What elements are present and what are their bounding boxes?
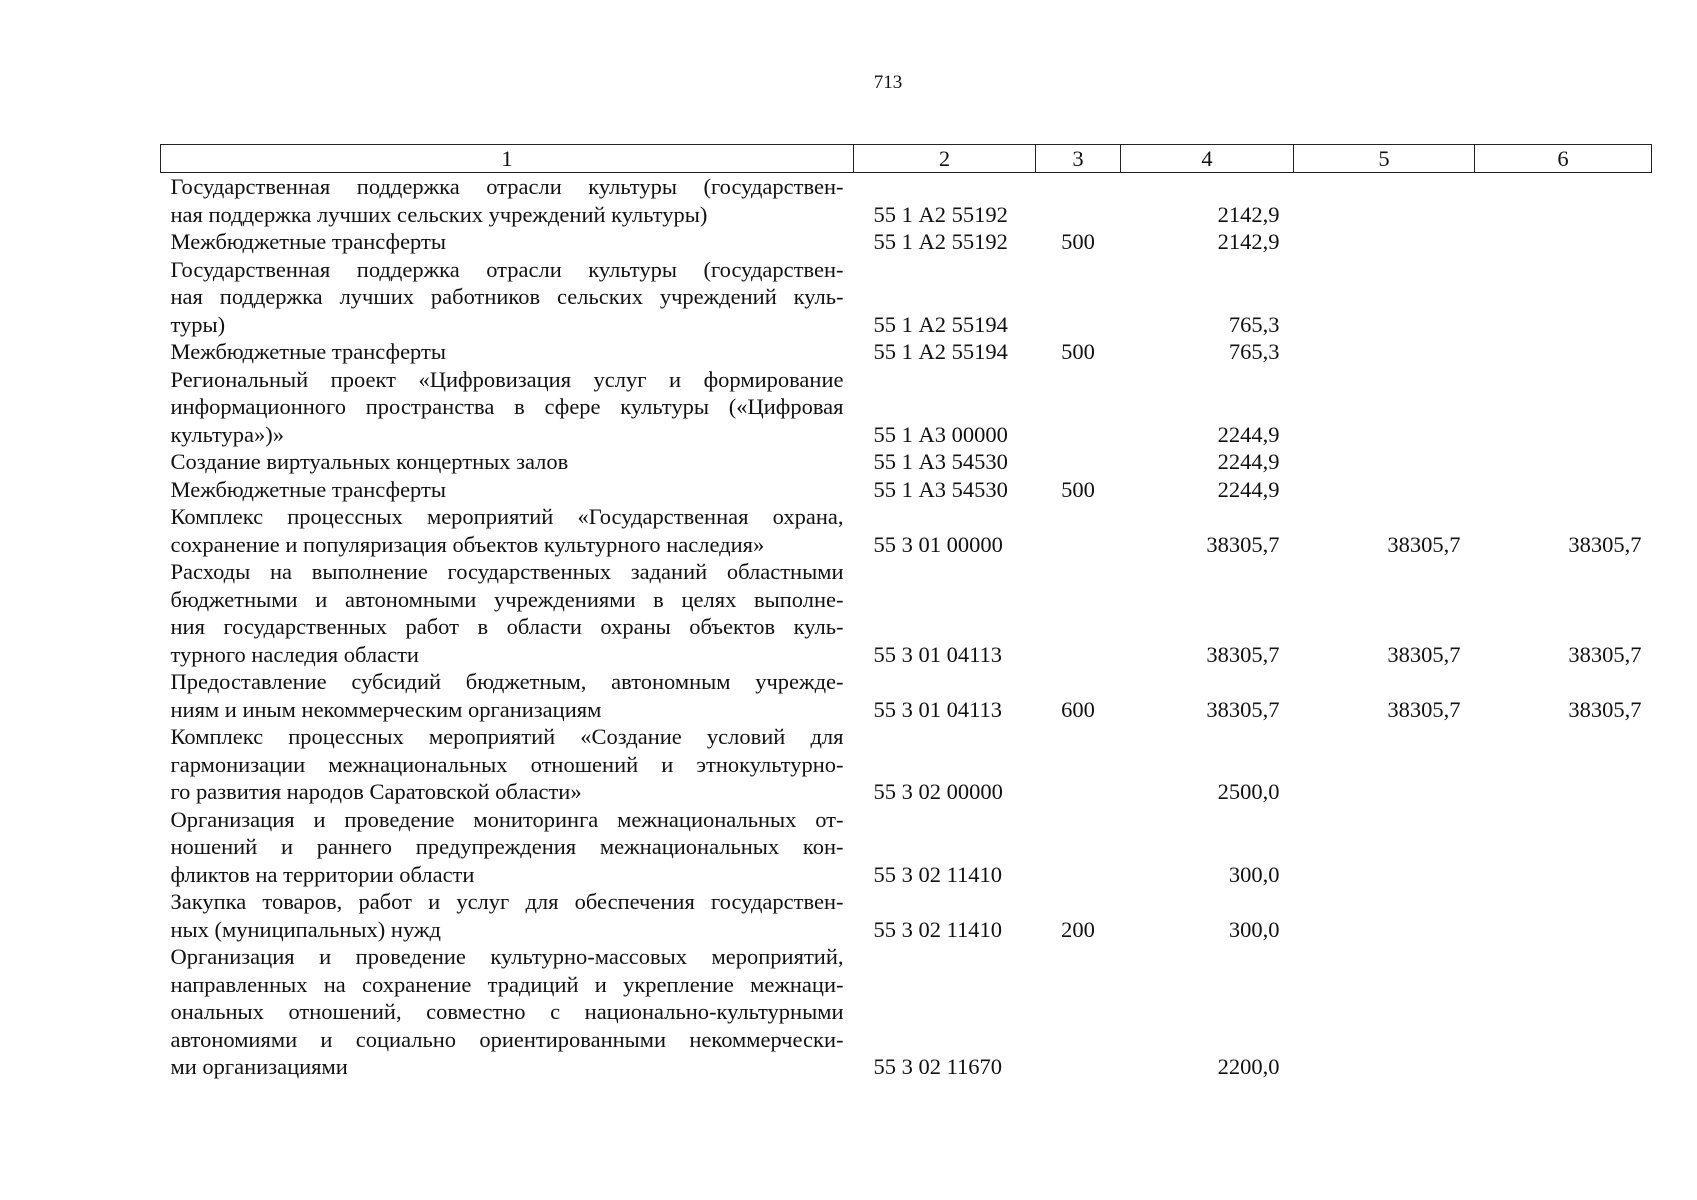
row-name-line: Межбюджетные трансферты [170,229,446,254]
row-name-line: Комплекс процессных мероприятий «Государственная охрана, [170,504,844,529]
row-value-col6 [1475,888,1652,943]
row-name-line: Организация и проведение культурно-массовых мероприятий, [170,944,844,969]
row-name-line: гармонизации межнациональных отношений и этнокультурно- [170,751,844,777]
row-code: 55 3 02 00000 [873,779,1003,804]
row-code: 55 3 01 04113 [873,641,1003,667]
row-code: 55 3 01 00000 [873,531,1003,557]
table-row [161,943,1652,1081]
row-value-col4: 38305,7 [1206,531,1280,557]
table-header [161,145,1652,173]
row-name-line: направленных на сохранение традиций и укрепление межнаци- [170,971,844,997]
row-name [161,476,854,504]
table-row [161,723,1652,806]
row-name-line: Закупка товаров, работ и услуг для обеспечения государствен- [170,889,844,914]
row-expense-type [1036,366,1121,449]
row-name-line: ношений и раннего предупреждения межнациональных кон- [170,834,844,859]
row-name-line: культура»)» [170,421,285,447]
row-name [161,943,854,1081]
row-value-col6: 38305,7 [1568,641,1642,667]
row-value-col4: 2244,9 [1217,476,1280,502]
row-name-line: Государственная поддержка отрасли культуры (государствен- [170,174,844,199]
table-row [161,888,1652,943]
row-code: 55 3 02 11410 [873,916,1003,942]
table-row [161,256,1652,339]
row-name-line: Межбюджетные трансферты [170,476,446,502]
table-row [161,476,1652,504]
row-code: 55 1 А3 54530 [873,449,1008,474]
row-name-line: бюджетными и автономными учреждениями в целях выполне- [170,586,844,612]
row-name-line: ональных отношений, совместно с национально-культурными [170,999,844,1024]
header-row [161,145,1652,173]
row-code: 55 1 А2 55194 [873,339,1008,364]
table-row [161,366,1652,449]
row-value-col5: 38305,7 [1387,641,1461,667]
row-code: 55 1 А3 00000 [873,421,1008,447]
row-name [161,503,854,558]
row-value-col5: 38305,7 [1387,531,1461,557]
row-name-line: Расходы на выполнение государственных заданий областными [170,559,844,584]
row-value-col6 [1475,806,1652,889]
row-value-col4: 38305,7 [1206,696,1280,722]
row-name-line: турного наследия области [170,641,419,667]
row-value-col6 [1475,173,1652,229]
row-name [161,338,854,366]
row-expense-type [1036,448,1121,476]
row-name [161,558,854,668]
row-value-col4: 2244,9 [1217,449,1280,474]
row-name [161,723,854,806]
row-name-line: Предоставление субсидий бюджетным, автономным учрежде- [170,669,844,694]
row-value-col5 [1294,173,1475,229]
row-value-col6: 38305,7 [1568,531,1642,557]
row-name [161,806,854,889]
row-code: 55 1 А2 55192 [873,201,1008,227]
row-expense-type: 500 [1061,339,1095,364]
row-name-line: Межбюджетные трансферты [170,339,446,364]
row-code: 55 3 02 11410 [873,861,1003,887]
row-name-line: ная поддержка лучших работников сельских учреждений куль- [170,284,844,309]
row-value-col4: 2142,9 [1217,201,1280,227]
row-value-col4: 2500,0 [1217,779,1280,804]
row-name-line: ная поддержка лучших сельских учреждений культуры) [170,201,708,227]
row-name [161,668,854,723]
table-row [161,448,1652,476]
row-value-col5 [1294,943,1475,1081]
row-expense-type [1036,943,1121,1081]
row-name-line: Организация и проведение мониторинга межнациональных от- [170,806,844,832]
row-value-col4: 2244,9 [1217,421,1280,447]
page-number: 713 [873,72,903,93]
table-row [161,173,1652,229]
row-code: 55 3 02 11670 [873,1054,1003,1079]
row-expense-type [1036,256,1121,339]
row-value-col6 [1475,366,1652,449]
column-header-2: 2 [854,145,1036,173]
column-header-1: 1 [161,145,854,173]
table-row [161,338,1652,366]
row-name-line: Комплекс процессных мероприятий «Создание условий для [170,724,844,749]
row-name-line: ниям и иным некоммерческим организациям [170,696,602,722]
budget-table [160,144,1652,1081]
row-value-col6 [1475,723,1652,806]
row-name-line: фликтов на территории области [170,861,475,887]
row-expense-type: 500 [1061,229,1095,254]
row-name-line: туры) [170,311,226,337]
row-value-col4: 300,0 [1228,861,1280,887]
row-value-col4: 2200,0 [1217,1054,1280,1079]
row-expense-type [1036,503,1121,558]
row-value-col5 [1294,366,1475,449]
row-name [161,448,854,476]
row-value-col4: 765,3 [1228,339,1280,364]
column-header-6: 6 [1475,145,1652,173]
row-name-line: ных (муниципальных) нужд [170,916,441,942]
row-value-col5 [1294,338,1475,366]
row-code: 55 3 01 04113 [873,696,1003,722]
row-name-line: ния государственных работ в области охраны объектов куль- [170,614,844,639]
row-value-col5: 38305,7 [1387,696,1461,722]
row-expense-type: 200 [1061,916,1095,942]
row-code: 55 1 А2 55194 [873,311,1008,337]
table-row [161,668,1652,723]
row-name [161,256,854,339]
row-expense-type: 600 [1061,696,1095,722]
row-value-col5 [1294,256,1475,339]
row-name-line: ми организациями [170,1054,348,1079]
table-row [161,228,1652,256]
row-value-col6 [1475,228,1652,256]
row-value-col4: 765,3 [1228,311,1280,337]
row-value-col4: 38305,7 [1206,641,1280,667]
row-name-line: автономиями и социально ориентированными некоммерчески- [170,1026,844,1052]
row-name-line: сохранение и популяризация объектов культурного наследия» [170,531,765,557]
row-name [161,366,854,449]
row-name [161,173,854,229]
row-value-col5 [1294,228,1475,256]
row-name-line: информационного пространства в сфере культуры («Цифровая [170,394,844,419]
row-value-col6 [1475,476,1652,504]
row-code: 55 1 А3 54530 [873,476,1008,502]
row-value-col5 [1294,888,1475,943]
row-value-col6 [1475,338,1652,366]
row-name [161,228,854,256]
row-value-col6 [1475,256,1652,339]
row-expense-type [1036,558,1121,668]
table-row [161,806,1652,889]
row-expense-type [1036,723,1121,806]
row-name-line: го развития народов Саратовской области» [170,779,582,804]
row-value-col5 [1294,723,1475,806]
row-value-col6: 38305,7 [1568,696,1642,722]
row-name-line: Государственная поддержка отрасли культуры (государствен- [170,256,844,282]
row-value-col4: 300,0 [1228,916,1280,942]
row-code: 55 1 А2 55192 [873,229,1008,254]
row-value-col5 [1294,476,1475,504]
row-name [161,888,854,943]
row-expense-type: 500 [1061,476,1095,502]
table-row [161,503,1652,558]
row-value-col5 [1294,806,1475,889]
row-value-col4: 2142,9 [1217,229,1280,254]
table-body [161,173,1652,1081]
column-header-3: 3 [1036,145,1121,173]
row-expense-type [1036,173,1121,229]
row-expense-type [1036,806,1121,889]
row-value-col6 [1475,943,1652,1081]
table-row [161,558,1652,668]
column-header-5: 5 [1294,145,1475,173]
row-name-line: Создание виртуальных концертных залов [170,449,569,474]
row-value-col6 [1475,448,1652,476]
column-header-4: 4 [1121,145,1294,173]
row-value-col5 [1294,448,1475,476]
row-name-line: Региональный проект «Цифровизация услуг и формирование [170,366,844,392]
